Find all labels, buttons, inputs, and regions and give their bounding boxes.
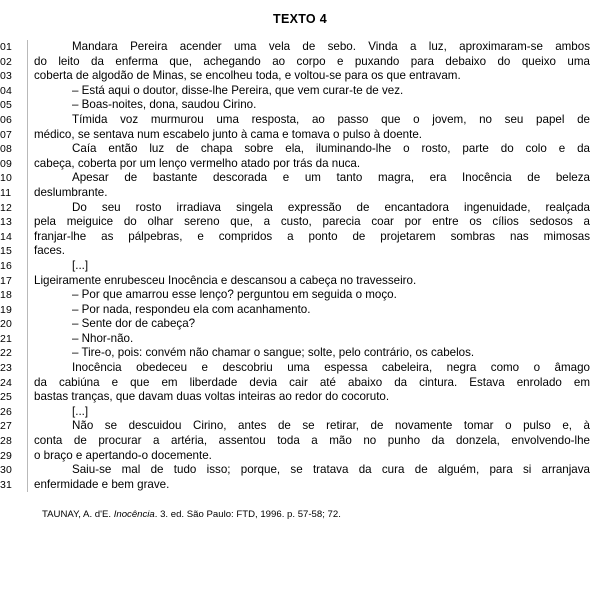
text-line	[0, 434, 590, 449]
line-number: 11	[0, 186, 12, 199]
text-line	[0, 112, 590, 128]
line-content: Saiu-se mal de tudo isso; porque, se tratava da cura de alguém, para si arranjava	[72, 463, 590, 477]
line-number: 05	[0, 99, 13, 112]
line-content: Tímida voz murmurou uma resposta, ao passo que o jovem, no seu papel de	[72, 112, 590, 126]
line-content: deslumbrante.	[34, 185, 108, 199]
line-number: 19	[0, 303, 13, 316]
text-line	[0, 69, 590, 84]
text-line	[0, 477, 590, 493]
line-number: 12	[0, 201, 13, 214]
gutter-divider	[27, 40, 28, 492]
line-content: cabeça, coberta por um lenço vermelho atado por trás da nuca.	[34, 156, 361, 170]
text-line	[0, 375, 590, 391]
line-number: 18	[0, 289, 13, 302]
line-number: 31	[0, 478, 13, 491]
line-number: 22	[0, 347, 13, 360]
line-number: 14	[0, 230, 13, 243]
line-number: 09	[0, 157, 13, 170]
line-content: Mandara Pereira acender uma vela de sebo. Vinda a luz, aproximaram-se ambos	[72, 40, 590, 53]
text-line	[0, 185, 590, 201]
line-number: 10	[0, 172, 13, 185]
line-content: – Por nada, respondeu ela com acanhamento.	[72, 302, 311, 316]
text-line	[0, 288, 590, 303]
line-number: 26	[0, 405, 13, 418]
citation-work-title: Inocência	[113, 509, 155, 521]
line-number: 21	[0, 332, 13, 345]
line-number: 03	[0, 70, 13, 83]
line-content: Caía então luz de chapa sobre ela, iluminando-lhe o rosto, parte do colo e da	[72, 142, 590, 156]
line-number: 04	[0, 84, 13, 97]
line-content: pela meiguice do olhar sereno que, a custo, parecia coar por entre os cílios sedosos a	[34, 215, 590, 229]
line-content: Apesar de bastante descorada e um tanto magra, era Inocência de beleza	[72, 171, 590, 185]
line-content: faces.	[34, 244, 65, 258]
line-content: do leito da enferma que, achegando ao corpo e puxando para debaixo do queixo uma	[34, 54, 590, 68]
line-number: 08	[0, 143, 13, 156]
text-line	[0, 448, 590, 464]
text-line	[0, 404, 590, 420]
text-line	[0, 127, 590, 143]
line-content: da cabiúna e que em liberdade devia cair até abaixo da cintura. Estava enrolado em	[34, 375, 590, 389]
citation-author: TAUNAY, A. d'E.	[42, 509, 114, 521]
line-number: 28	[0, 435, 13, 448]
line-number: 01	[0, 41, 13, 53]
line-content: enfermidade e bem grave.	[34, 477, 170, 491]
line-number: 25	[0, 391, 13, 404]
line-number: 16	[0, 259, 13, 272]
line-content: Inocência obedeceu e descobriu uma espessa cabeleira, negra como o âmago	[72, 361, 590, 375]
text-lines	[0, 40, 590, 492]
text-line	[0, 215, 590, 230]
line-number: 30	[0, 464, 13, 477]
text-line	[0, 331, 590, 347]
line-content: médico, se sentava num escabelo junto à cama e tomava o pulso à doente.	[34, 127, 422, 141]
line-content: – Por que amarrou esse lenço? perguntou em seguida o moço.	[72, 288, 397, 302]
line-number: 13	[0, 216, 13, 229]
text-line	[0, 258, 590, 274]
line-content: bastas tranças, que davam duas voltas inteiras ao redor do cocoruto.	[34, 390, 390, 404]
line-number: 15	[0, 245, 13, 258]
line-content: – Nhor-não.	[72, 331, 134, 345]
text-line	[0, 346, 590, 361]
citation-details: . 3. ed. São Paulo: FTD, 1996. p. 57-58; 72.	[154, 509, 341, 521]
line-content: [...]	[72, 404, 89, 418]
text-line	[0, 171, 590, 186]
text-line	[0, 229, 590, 245]
line-content: o braço e apertando-o docemente.	[34, 448, 212, 462]
line-content: – Boas-noites, dona, saudou Cirino.	[72, 98, 257, 112]
text-line	[0, 54, 590, 70]
line-content: Ligeiramente enrubesceu Inocência e descansou a cabeça no travesseiro.	[34, 273, 417, 287]
line-content: Do seu rosto irradiava singela expressão de encantadora ingenuidade, realçada	[72, 200, 590, 214]
page-title: TEXTO 4	[273, 12, 327, 26]
line-number: 29	[0, 449, 13, 462]
text-line	[0, 419, 590, 434]
text-line	[0, 142, 590, 157]
line-number: 02	[0, 55, 13, 68]
text-line	[0, 302, 590, 318]
line-content: coberta de algodão de Minas, se encolheu toda, e voltou-se para os que entravam.	[34, 69, 461, 83]
text-line	[0, 98, 590, 113]
text-line	[0, 200, 590, 216]
text-line	[0, 273, 590, 289]
line-number: 23	[0, 362, 13, 375]
line-content: Não se descuidou Cirino, antes de se retirar, de novamente tomar o pulso e, à	[72, 419, 590, 433]
line-number: 20	[0, 318, 13, 331]
line-content: franjar-lhe as pálpebras, e compridos a ponto de projetarem sombras nas mimosas	[34, 229, 590, 243]
text-line	[0, 40, 590, 55]
text-line	[0, 390, 590, 405]
text-line	[0, 361, 590, 376]
text-line	[0, 156, 590, 172]
line-content: – Tire-o, pois: convém não chamar o sangue; solte, pelo contrário, os cabelos.	[72, 346, 475, 360]
line-number: 27	[0, 420, 13, 433]
text-line	[0, 463, 590, 478]
line-number: 24	[0, 376, 13, 389]
line-number: 06	[0, 113, 13, 126]
source-citation	[0, 508, 600, 521]
document-page	[0, 12, 600, 596]
text-line	[0, 83, 590, 99]
line-content: – Sente dor de cabeça?	[72, 317, 196, 331]
line-number: 07	[0, 128, 13, 141]
text-line	[0, 317, 590, 332]
numbered-text-block	[0, 40, 600, 492]
line-content: conta de procurar a artéria, assentou toda a mão no punho da donzela, envolvendo-lhe	[34, 434, 590, 448]
line-number: 17	[0, 274, 13, 287]
text-line	[0, 244, 590, 259]
line-content: [...]	[72, 258, 89, 272]
line-content: – Está aqui o doutor, disse-lhe Pereira, que vem curar-te de vez.	[72, 83, 404, 97]
